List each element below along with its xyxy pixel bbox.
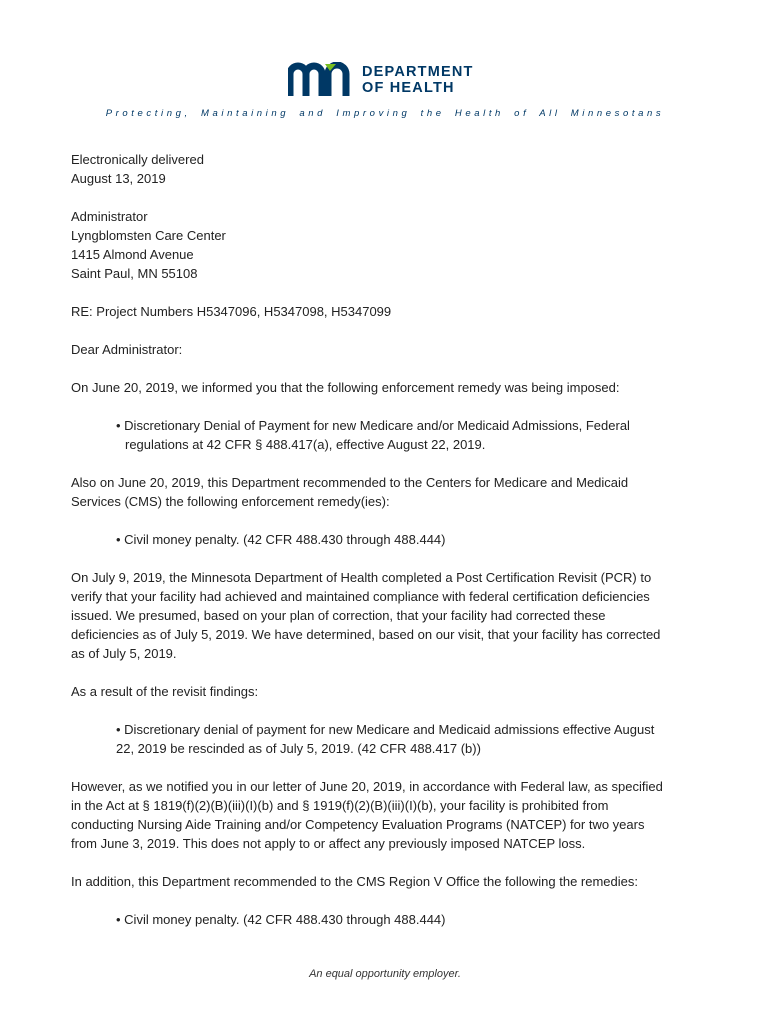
tagline: Protecting, Maintaining and Improving the Health of All Minnesotans	[105, 108, 665, 119]
bullet-item	[71, 416, 711, 454]
address-line: 1415 Almond Avenue	[71, 247, 194, 262]
paragraph-line: conducting Nursing Aide Training and/or Competency Evaluation Programs (NATCEP) for two years	[71, 817, 645, 832]
logo-line-2: OF HEALTH	[362, 80, 455, 96]
paragraph: On June 20, 2019, we informed you that the following enforcement remedy was being imposed:	[71, 380, 620, 395]
bullet-item	[71, 720, 711, 758]
paragraph-line: Services (CMS) the following enforcement remedy(ies):	[71, 494, 390, 509]
logo-line-1: DEPARTMENT	[362, 64, 474, 80]
paragraph-line: from June 3, 2019. This does not apply to or affect any previously imposed NATCEP loss.	[71, 836, 586, 851]
paragraph-line: However, as we notified you in our letter of June 20, 2019, in accordance with Federal law, as specified	[71, 779, 663, 794]
paragraph-line: as of July 5, 2019.	[71, 646, 177, 661]
delivery-block	[71, 150, 711, 188]
mdh-logo	[288, 60, 488, 100]
paragraph-line: On July 9, 2019, the Minnesota Department of Health completed a Post Certification Revisit (PCR) to	[71, 570, 652, 585]
paragraph: As a result of the revisit findings:	[71, 684, 259, 699]
letter-date: August 13, 2019	[71, 171, 166, 186]
letterhead	[0, 0, 770, 125]
bullet-text-line: 22, 2019 be rescinded as of July 5, 2019. (42 CFR 488.417 (b))	[116, 741, 481, 756]
paragraph-line: Also on June 20, 2019, this Department recommended to the Centers for Medicare and Medicaid	[71, 475, 629, 490]
address-line: Saint Paul, MN 55108	[71, 266, 198, 281]
logo-wordmark	[362, 64, 474, 96]
recipient-address	[71, 207, 711, 283]
bullet-text-line: regulations at 42 CFR § 488.417(a), effective August 22, 2019.	[125, 437, 486, 452]
paragraph-line: deficiencies as of July 5, 2019. We have determined, based on our visit, that your facility has corrected	[71, 627, 661, 642]
salutation: Dear Administrator:	[71, 342, 183, 357]
bullet-text-line: • Discretionary denial of payment for new Medicare and Medicaid admissions effective August	[116, 722, 655, 737]
paragraph	[71, 568, 711, 663]
paragraph	[71, 473, 711, 511]
paragraph-line: issued. We presumed, based on your plan of correction, that your facility had corrected these	[71, 608, 606, 623]
bullet-text-line: • Discretionary Denial of Payment for new Medicare and/or Medicaid Admissions, Federal	[116, 418, 630, 433]
paragraph	[71, 777, 711, 853]
bullet-item: • Civil money penalty. (42 CFR 488.430 through 488.444)	[116, 912, 446, 927]
re-line: RE: Project Numbers H5347096, H5347098, H5347099	[71, 304, 392, 319]
letter-body	[71, 150, 711, 948]
bullet-item: • Civil money penalty. (42 CFR 488.430 through 488.444)	[116, 532, 446, 547]
mn-logo-icon	[288, 62, 354, 98]
paragraph-line: verify that your facility had achieved and maintained compliance with federal certification deficiencies	[71, 589, 650, 604]
footer-text: An equal opportunity employer.	[309, 968, 461, 980]
delivery-method: Electronically delivered	[71, 152, 204, 167]
address-line: Lyngblomsten Care Center	[71, 228, 226, 243]
paragraph-line: in the Act at § 1819(f)(2)(B)(iii)(I)(b) and § 1919(f)(2)(B)(iii)(I)(b), your facility is prohibited from	[71, 798, 609, 813]
address-line: Administrator	[71, 209, 148, 224]
paragraph: In addition, this Department recommended to the CMS Region V Office the following the remedies:	[71, 874, 638, 889]
